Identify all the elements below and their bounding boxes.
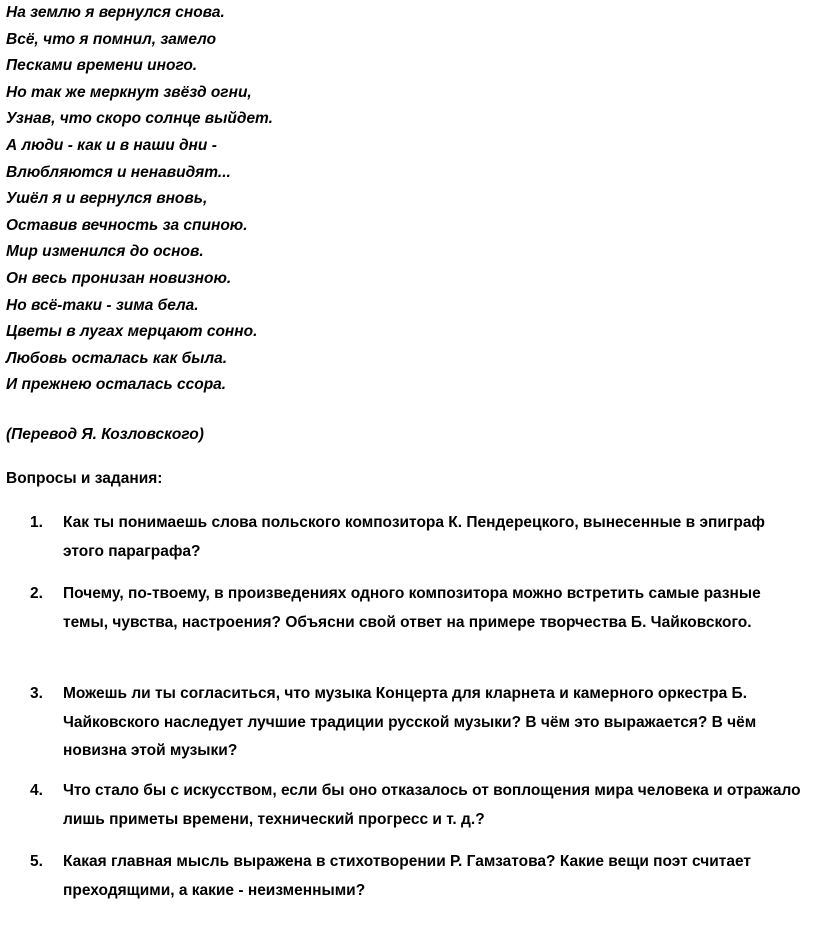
poem-line: Узнав, что скоро солнце выйдет.	[6, 110, 273, 128]
poem-line: Он весь пронизан новизною.	[6, 269, 232, 287]
poem-line: Оставив вечность за спиною.	[6, 216, 248, 234]
poem-line: Влюбляются и ненавидят...	[6, 163, 231, 181]
question-number: 3.	[30, 685, 43, 702]
poem-line: Ушёл я и вернулся вновь,	[6, 190, 208, 208]
questions-heading: Вопросы и задания:	[6, 470, 163, 487]
poem-line: Любовь осталась как была.	[6, 349, 228, 367]
poem	[6, 0, 273, 399]
poem-line: А люди - как и в наши дни -	[6, 136, 217, 154]
question-text: Какая главная мысль выражена в стихотворении Р. Гамзатова? Какие вещи поэт считает преходящими, а какие - неизменными?	[63, 853, 752, 899]
poem-line: Но всё-таки - зима бела.	[6, 296, 199, 314]
translator-credit: (Перевод Я. Козловского)	[6, 426, 204, 443]
question-number: 2.	[30, 585, 43, 602]
question-text: Что стало бы с искусством, если бы оно отказалось от воплощения мира человека и отражало лишь приметы времени, технический прогресс и т. д.?	[63, 782, 801, 828]
poem-line: На землю я вернулся снова.	[6, 4, 225, 21]
question-text: Почему, по-твоему, в произведениях одного композитора можно встретить самые разные темы, чувства, настроения? Объясни свой ответ на примере творчества Б. Чайковского.	[63, 585, 761, 631]
question-text: Как ты понимаешь слова польского композитора К. Пендерецкого, вынесенные в эпиграф этого параграфа?	[63, 514, 765, 560]
question-number: 5.	[30, 853, 43, 870]
poem-line: Песками времени иного.	[6, 57, 198, 75]
poem-line: Но так же меркнут звёзд огни,	[6, 83, 252, 101]
poem-line: Всё, что я помнил, замело	[6, 30, 217, 48]
question-text: Можешь ли ты согласиться, что музыка Концерта для кларнета и камерного оркестра Б. Чайковского наследует лучшие традиции русской музыки? В чём это выражается? В чём новизна этой музыки?	[63, 685, 757, 759]
question-number: 4.	[30, 782, 43, 799]
poem-line: И прежнею осталась ссора.	[6, 376, 227, 394]
question-number: 1.	[30, 514, 43, 531]
poem-line: Мир изменился до основ.	[6, 243, 204, 261]
poem-line: Цветы в лугах мерцают сонно.	[6, 323, 258, 341]
